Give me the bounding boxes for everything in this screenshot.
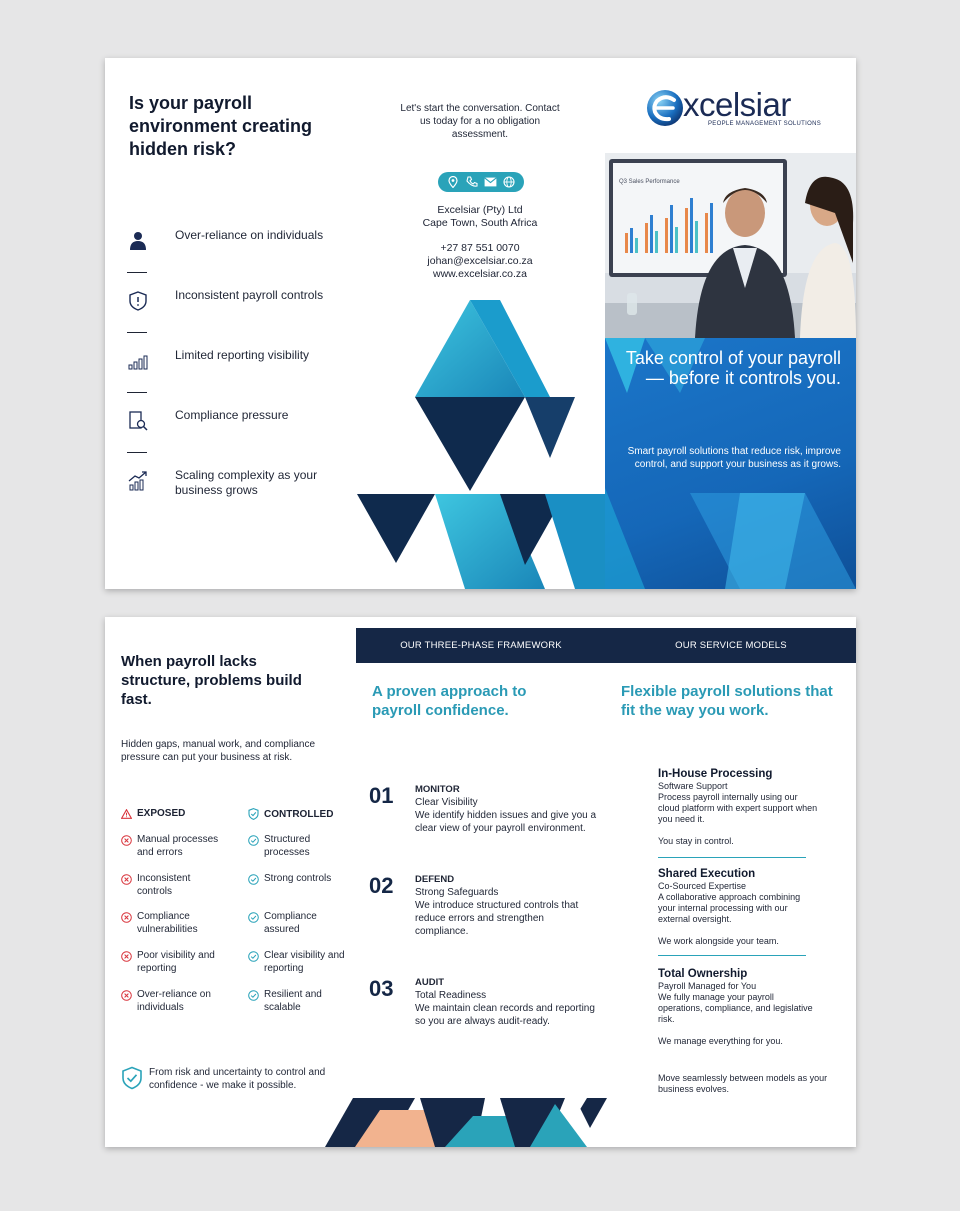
location-icon[interactable]: [446, 175, 460, 189]
item-text: Poor visibility and reporting: [137, 950, 215, 975]
tab-service-models: OUR SERVICE MODELS: [675, 640, 787, 651]
model-subtitle: Software Support: [658, 781, 728, 791]
check-circle-icon: [248, 912, 259, 923]
mail-icon[interactable]: [483, 175, 497, 189]
item-text: Clear visibility and reporting: [264, 950, 345, 975]
phone-icon[interactable]: [465, 175, 479, 189]
bottom-triangle-graphic: [325, 1098, 607, 1147]
risk-item: [127, 408, 347, 468]
brochure-inside-panel: [105, 617, 856, 1147]
intro-text: Hidden gaps, manual work, and compliance pressure can put your business at risk.: [121, 739, 315, 763]
risk-label: Over-reliance on individuals: [175, 228, 324, 242]
phase-number: 01: [369, 783, 394, 808]
screen-title: Q3 Sales Performance: [619, 179, 680, 185]
controlled-header: [248, 808, 333, 820]
document-search-icon: [127, 410, 149, 432]
cover-subtext: Smart payroll solutions that reduce risk, improve control, and support your business as it grows.: [627, 446, 841, 470]
headline: When payroll lacks structure, problems build fast.: [121, 653, 302, 708]
controlled-label: CONTROLLED: [264, 808, 334, 820]
x-circle-icon: [121, 874, 132, 885]
item-text: Resilient and scalable: [264, 988, 322, 1013]
logo: [645, 86, 825, 130]
company-location: Cape Town, South Africa: [422, 217, 538, 229]
model-closing: We work alongside your team.: [658, 936, 779, 946]
phase-subtitle: Clear Visibility: [415, 797, 478, 808]
email-link[interactable]: johan@excelsiar.co.za: [427, 255, 533, 267]
risk-item: [127, 228, 347, 288]
meeting-photo: [605, 153, 856, 338]
company-name: Excelsiar (Pty) Ltd: [437, 204, 523, 216]
model-closing: We manage everything for you.: [658, 1036, 783, 1046]
risk-label: Scaling complexity as your business grows: [175, 468, 318, 497]
company-details: [395, 204, 565, 230]
tab-framework: OUR THREE-PHASE FRAMEWORK: [400, 640, 562, 651]
model-title: Total Ownership: [658, 968, 748, 980]
phase-title: MONITOR: [415, 784, 460, 795]
model-subtitle: Co-Sourced Expertise: [658, 881, 747, 891]
item-text: Inconsistent controls: [137, 872, 191, 897]
cover-tagline: Take control of your payroll— before it controls you.: [625, 348, 841, 388]
brochure-outside-panel: [105, 58, 856, 589]
models-heading: Flexible payroll solutions that fit the way you work.: [621, 683, 833, 719]
phase-number: 02: [369, 873, 394, 898]
phase-body: [415, 873, 600, 938]
divider: [127, 452, 147, 453]
x-circle-icon: [121, 990, 132, 1001]
contact-intro: Let's start the conversation. Contact us today for a no obligation assessment.: [400, 103, 560, 140]
service-model: [658, 967, 818, 1047]
check-circle-icon: [248, 990, 259, 1001]
model-closing: You stay in control.: [658, 836, 734, 846]
phase-desc: We introduce structured controls that reduce errors and strengthen compliance.: [415, 900, 579, 937]
phase-body: [415, 783, 600, 835]
risk-list: [127, 228, 347, 528]
globe-icon[interactable]: [502, 175, 516, 189]
item-text: Manual processes and errors: [137, 834, 219, 858]
phase-title: DEFEND: [415, 874, 455, 885]
shield-alert-icon: [127, 290, 149, 312]
phase-subtitle: Total Readiness: [415, 990, 487, 1001]
check-circle-icon: [248, 874, 259, 885]
check-circle-icon: [248, 951, 259, 962]
risk-label: Inconsistent payroll controls: [175, 288, 324, 302]
shield-check-icon: [121, 1066, 143, 1090]
phase-desc: We identify hidden issues and give you a clear view of your payroll environment.: [415, 810, 597, 834]
divider: [127, 392, 147, 393]
exposed-header: [121, 808, 185, 819]
phase-number: 03: [369, 976, 394, 1001]
person-icon: [127, 230, 149, 252]
website-link[interactable]: www.excelsiar.co.za: [433, 268, 527, 280]
risk-item: [127, 348, 347, 408]
models-footnote: Move seamlessly between models as your business evolves.: [658, 1073, 828, 1094]
section-nav: [356, 628, 856, 663]
divider: [658, 955, 806, 956]
risk-label: Compliance pressure: [175, 408, 289, 422]
phase-desc: We maintain clean records and reporting so you are always audit-ready.: [415, 1003, 595, 1027]
x-circle-icon: [121, 835, 132, 846]
headline: Is your payroll environment creating hidden risk?: [129, 93, 313, 159]
item-text: Structured processes: [264, 834, 311, 858]
risk-item: [127, 468, 347, 528]
model-desc: We fully manage your payroll operations, compliance, and legislative risk.: [658, 992, 813, 1024]
footer-statement: From risk and uncertainty to control and confidence - we make it possible.: [149, 1067, 326, 1091]
warning-icon: [121, 809, 132, 819]
exposed-label: EXPOSED: [137, 808, 186, 819]
item-text: Compliance assured: [264, 911, 317, 936]
model-title: In-House Processing: [658, 768, 773, 780]
model-desc: A collaborative approach combining your internal processing with our external oversight.: [658, 892, 801, 924]
divider: [127, 272, 147, 273]
phase-subtitle: Strong Safeguards: [415, 887, 499, 898]
shield-check-icon: [248, 808, 259, 820]
item-text: Over-reliance on individuals: [137, 988, 211, 1013]
divider: [658, 857, 806, 858]
service-model: [658, 767, 818, 847]
divider: [127, 332, 147, 333]
x-circle-icon: [121, 951, 132, 962]
bar-chart-icon: [127, 350, 149, 372]
logo-wordmark: xcelsiar: [683, 86, 791, 123]
model-title: Shared Execution: [658, 868, 756, 880]
risk-item: [127, 288, 347, 348]
item-text: Strong controls: [264, 872, 332, 884]
phase-body: [415, 976, 600, 1028]
item-text: Compliance vulnerabilities: [137, 911, 198, 936]
phase-title: AUDIT: [415, 977, 445, 988]
contact-icons: [438, 172, 524, 192]
x-circle-icon: [121, 912, 132, 923]
phone-number[interactable]: +27 87 551 0070: [440, 242, 520, 254]
check-circle-icon: [248, 835, 259, 846]
model-desc: Process payroll internally using our cloud platform with expert support when you need it.: [658, 792, 818, 824]
logo-mark-icon: [645, 88, 685, 128]
logo-subtitle: PEOPLE MANAGEMENT SOLUTIONS: [708, 121, 822, 127]
growth-chart-icon: [127, 470, 149, 492]
risk-label: Limited reporting visibility: [175, 348, 310, 362]
service-model: [658, 867, 818, 947]
framework-heading: A proven approach to payroll confidence.: [372, 683, 527, 719]
model-subtitle: Payroll Managed for You: [658, 981, 757, 991]
contact-details: [395, 242, 565, 281]
